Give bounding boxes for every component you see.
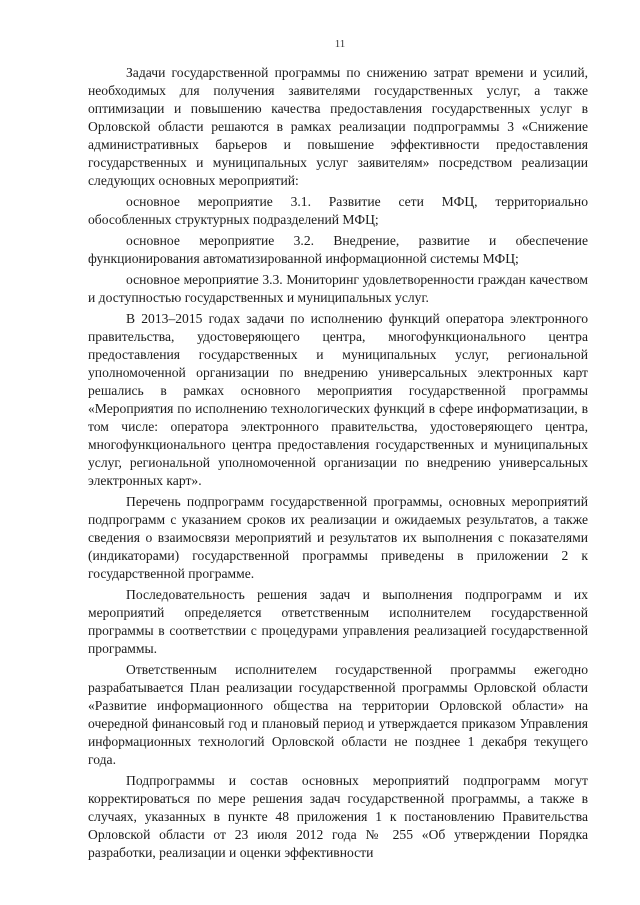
paragraph-subprogram-list: Перечень подпрограмм государственной программы, основных мероприятий подпрограмм с указанием сроков их реализации и ожидаемых результатов, а также сведения о взаимосвязи мероприятий и результатов их выполнения с показателями (индикаторами) государственной программы приведены в приложении 2 к государственной программе. bbox=[88, 494, 588, 581]
document-body bbox=[88, 64, 588, 865]
paragraph-measure-3-2: основное мероприятие 3.2. Внедрение, развитие и обеспечение функционирования автоматизированной информационной системы МФЦ; bbox=[88, 233, 588, 266]
paragraph-measure-3-1: основное мероприятие 3.1. Развитие сети МФЦ, территориально обособленных структурных подразделений МФЦ; bbox=[88, 194, 588, 227]
paragraph-adjustments: Подпрограммы и состав основных мероприятий подпрограмм могут корректироваться по мере решения задач государственной программы, а также в случаях, указанных в пункте 48 приложения 1 к постановлению Правительства Орловской области от 23 июля 2012 года № 255 «Об утверждении Порядка разработки, реализации и оценки эффективности bbox=[88, 773, 588, 860]
page-number: 11 bbox=[334, 38, 346, 50]
paragraph-sequence: Последовательность решения задач и выполнения подпрограмм и их мероприятий определяется ответственным исполнителем государственной программы в соответствии с процедурами управления реализацией государственной программы. bbox=[88, 587, 588, 656]
paragraph-implementation-plan: Ответственным исполнителем государственной программы ежегодно разрабатывается План реализации государственной программы Орловской области «Развитие информационного общества на территории Орловской области» на очередной финансовый год и плановый период и утверждается приказом Управления информационных технологий Орловской области не позднее 1 декабря текущего года. bbox=[88, 662, 588, 767]
paragraph-program-tasks: Задачи государственной программы по снижению затрат времени и усилий, необходимых для получения заявителями государственных услуг, а также оптимизации и повышению качества предоставления государственных услуг в Орловской области решаются в рамках реализации подпрограммы 3 «Снижение административных барьеров и повышение эффективности предоставления государственных и муниципальных услуг заявителям» посредством реализации следующих основных мероприятий: bbox=[88, 65, 588, 188]
paragraph-measure-3-3: основное мероприятие 3.3. Мониторинг удовлетворенности граждан качеством и доступностью государственных и муниципальных услуг. bbox=[88, 272, 588, 305]
paragraph-2013-2015: В 2013–2015 годах задачи по исполнению функций оператора электронного правительства, удостоверяющего центра, многофункционального центра предоставления государственных и муниципальных услуг, региональной уполномоченной организации по внедрению универсальных электронных карт решались в рамках основного мероприятия государственной программы «Мероприятия по исполнению технологических функций в сфере информатизации, в том числе: оператора электронного правительства, удостоверяющего центра, многофункционального центра предоставления государственных и муниципальных услуг, региональной уполномоченной организации по внедрению универсальных электронных карт». bbox=[88, 311, 588, 488]
